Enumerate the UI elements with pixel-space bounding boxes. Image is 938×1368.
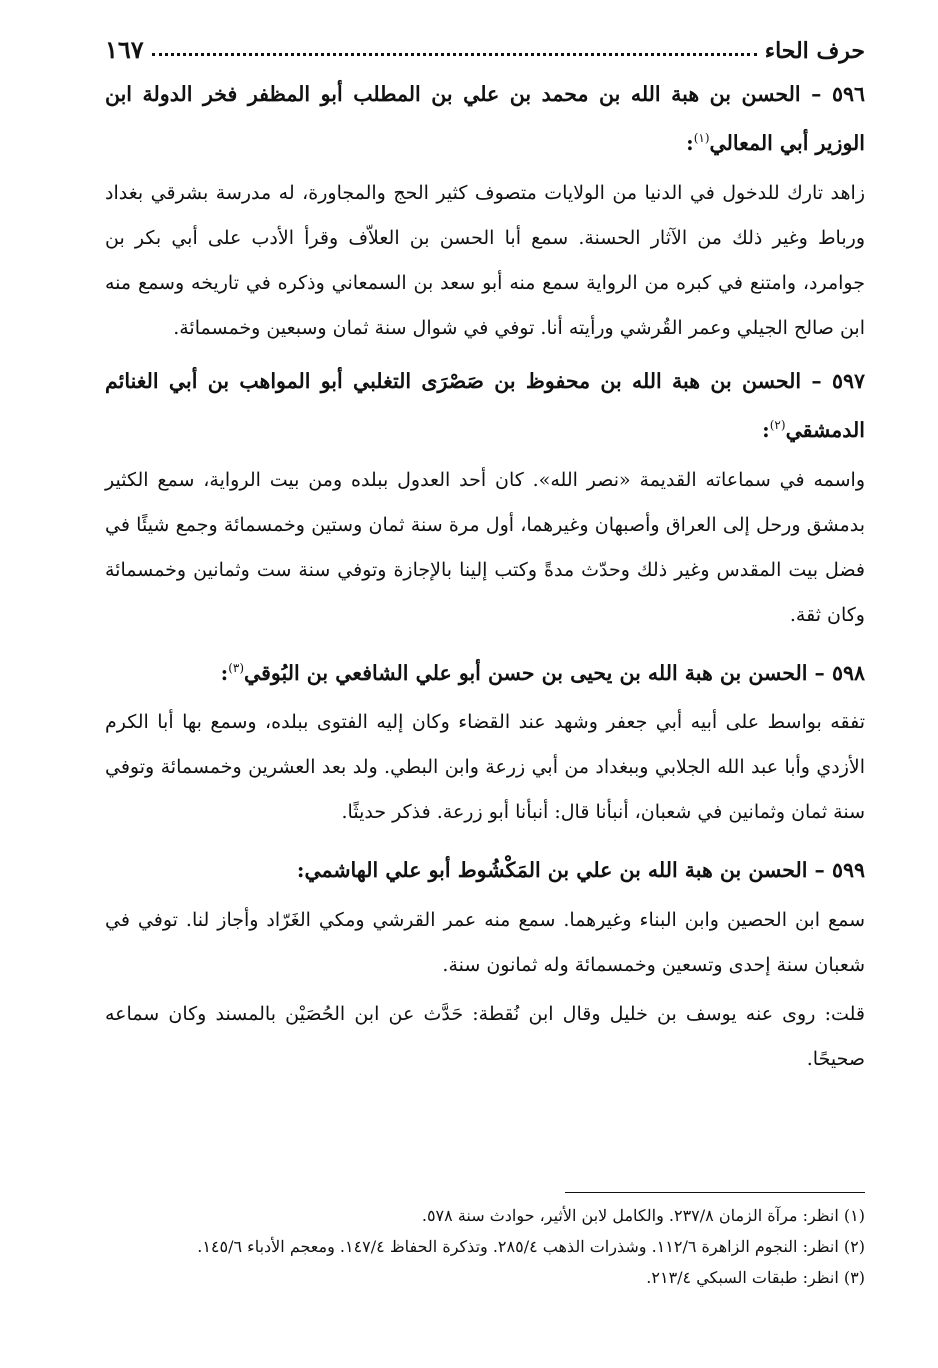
- page-number: ١٦٧: [105, 35, 144, 64]
- dotted-leader: [152, 53, 757, 56]
- entry-title: ٥٩٧ – الحسن بن هبة الله بن محفوظ بن صَصْرَى التغلبي أبو المواهب بن أبي الغنائم الدمشقي$^{(٢)}$:: [105, 368, 865, 442]
- entry: [105, 646, 865, 836]
- entry: [105, 843, 865, 1082]
- footnote: (٢) انظر: النجوم الزاهرة ١١٢/٦. وشذرات الذهب ٢٨٥/٤. وتذكرة الحفاظ ١٤٧/٤. ومعجم الأدباء ١٤٥/٦.: [197, 1237, 865, 1256]
- running-header: [105, 30, 865, 64]
- entry-paragraph: قلت: روى عنه يوسف بن خليل وقال ابن نُقطة: حَدَّث عن ابن الحُصَيْن بالمسند وكان سماعه صحيحًا.: [105, 1003, 865, 1071]
- entry-title: ٥٩٩ – الحسن بن هبة الله بن علي بن المَكْشُوط أبو علي الهاشمي:: [296, 858, 865, 883]
- entry-paragraph: زاهد تارك للدخول في الدنيا من الولايات متصوف كثير الحج والمجاورة، له مدرسة بشرقي بغداد ورباط وغير ذلك من الآثار الحسنة. سمع أبا الحسن بن العلاّف وقرأ الأدب على أبي بكر بن جوامرد، وامتنع في كبره من الرواية سمع منه أبو سعد بن السمعاني وذكره في تاريخه وسمع منه ابن صالح الجيلي وعمر القُرشي ورأيته أنا. توفي في شوال سنة ثمان وسبعين وخمسمائة.: [105, 181, 865, 339]
- entry-paragraph: واسمه في سماعاته القديمة «نصر الله». كان أحد العدول ببلده ومن بيت الرواية، سمع الكثير بدمشق ورحل إلى العراق وأصبهان وغيرهما، أول مرة سنة ثمان وستين وخمسمائة وجمع شيئًا في فضل بيت المقدس وغير ذلك وحدّث مدةً وكتب إلينا بالإجازة وتوفي سنة ست وثمانين وخمسمائة وكان ثقة.: [105, 468, 865, 626]
- entry-title: ٥٩٦ – الحسن بن هبة الله بن محمد بن علي بن المطلب أبو المظفر فخر الدولة ابن الوزير أبي المعالي$^{(١)}$:: [105, 82, 865, 155]
- footnote-marker: (٢): [769, 417, 786, 432]
- footnote-marker: (٣): [228, 660, 245, 675]
- entry-title: ٥٩٨ – الحسن بن هبة الله بن يحيى بن حسن أبو علي الشافعي بن البُوقي$^{(٣)}$:: [220, 660, 865, 685]
- entry-paragraph: سمع ابن الحصين وابن البناء وغيرهما. سمع منه عمر القرشي ومكي الغَرّاد وأجاز لنا. توفي في شعبان سنة إحدى وتسعين وخمسمائة وله ثمانون سنة.: [105, 909, 865, 977]
- entry-paragraph: تفقه بواسط على أبيه أبي جعفر وشهد عند القضاء وكان إليه الفتوى ببلده، وسمع بها أبا الكرم الأزدي وأبا عبد الله الجلابي وببغداد من أبي زرعة وابن البطي. ولد بعد العشرين وخمسمائة وتوفي سنة ثمان وثمانين في شعبان، أنبأنا قال: أنبأنا أبو زرعة. فذكر حديثًا.: [105, 711, 865, 824]
- footnote: (٣) انظر: طبقات السبكي ٢١٣/٤.: [646, 1268, 865, 1287]
- section-title: حرف الحاء: [764, 38, 865, 64]
- book-page: [105, 30, 865, 1350]
- footnotes: [105, 1200, 865, 1293]
- footnote-marker: (١): [693, 131, 710, 145]
- footnote: (١) انظر: مرآة الزمان ٢٣٧/٨. والكامل لابن الأثير، حوادث سنة ٥٧٨.: [421, 1206, 865, 1225]
- entry: [105, 359, 865, 638]
- footnote-divider: [565, 1192, 865, 1193]
- entry: [105, 72, 865, 351]
